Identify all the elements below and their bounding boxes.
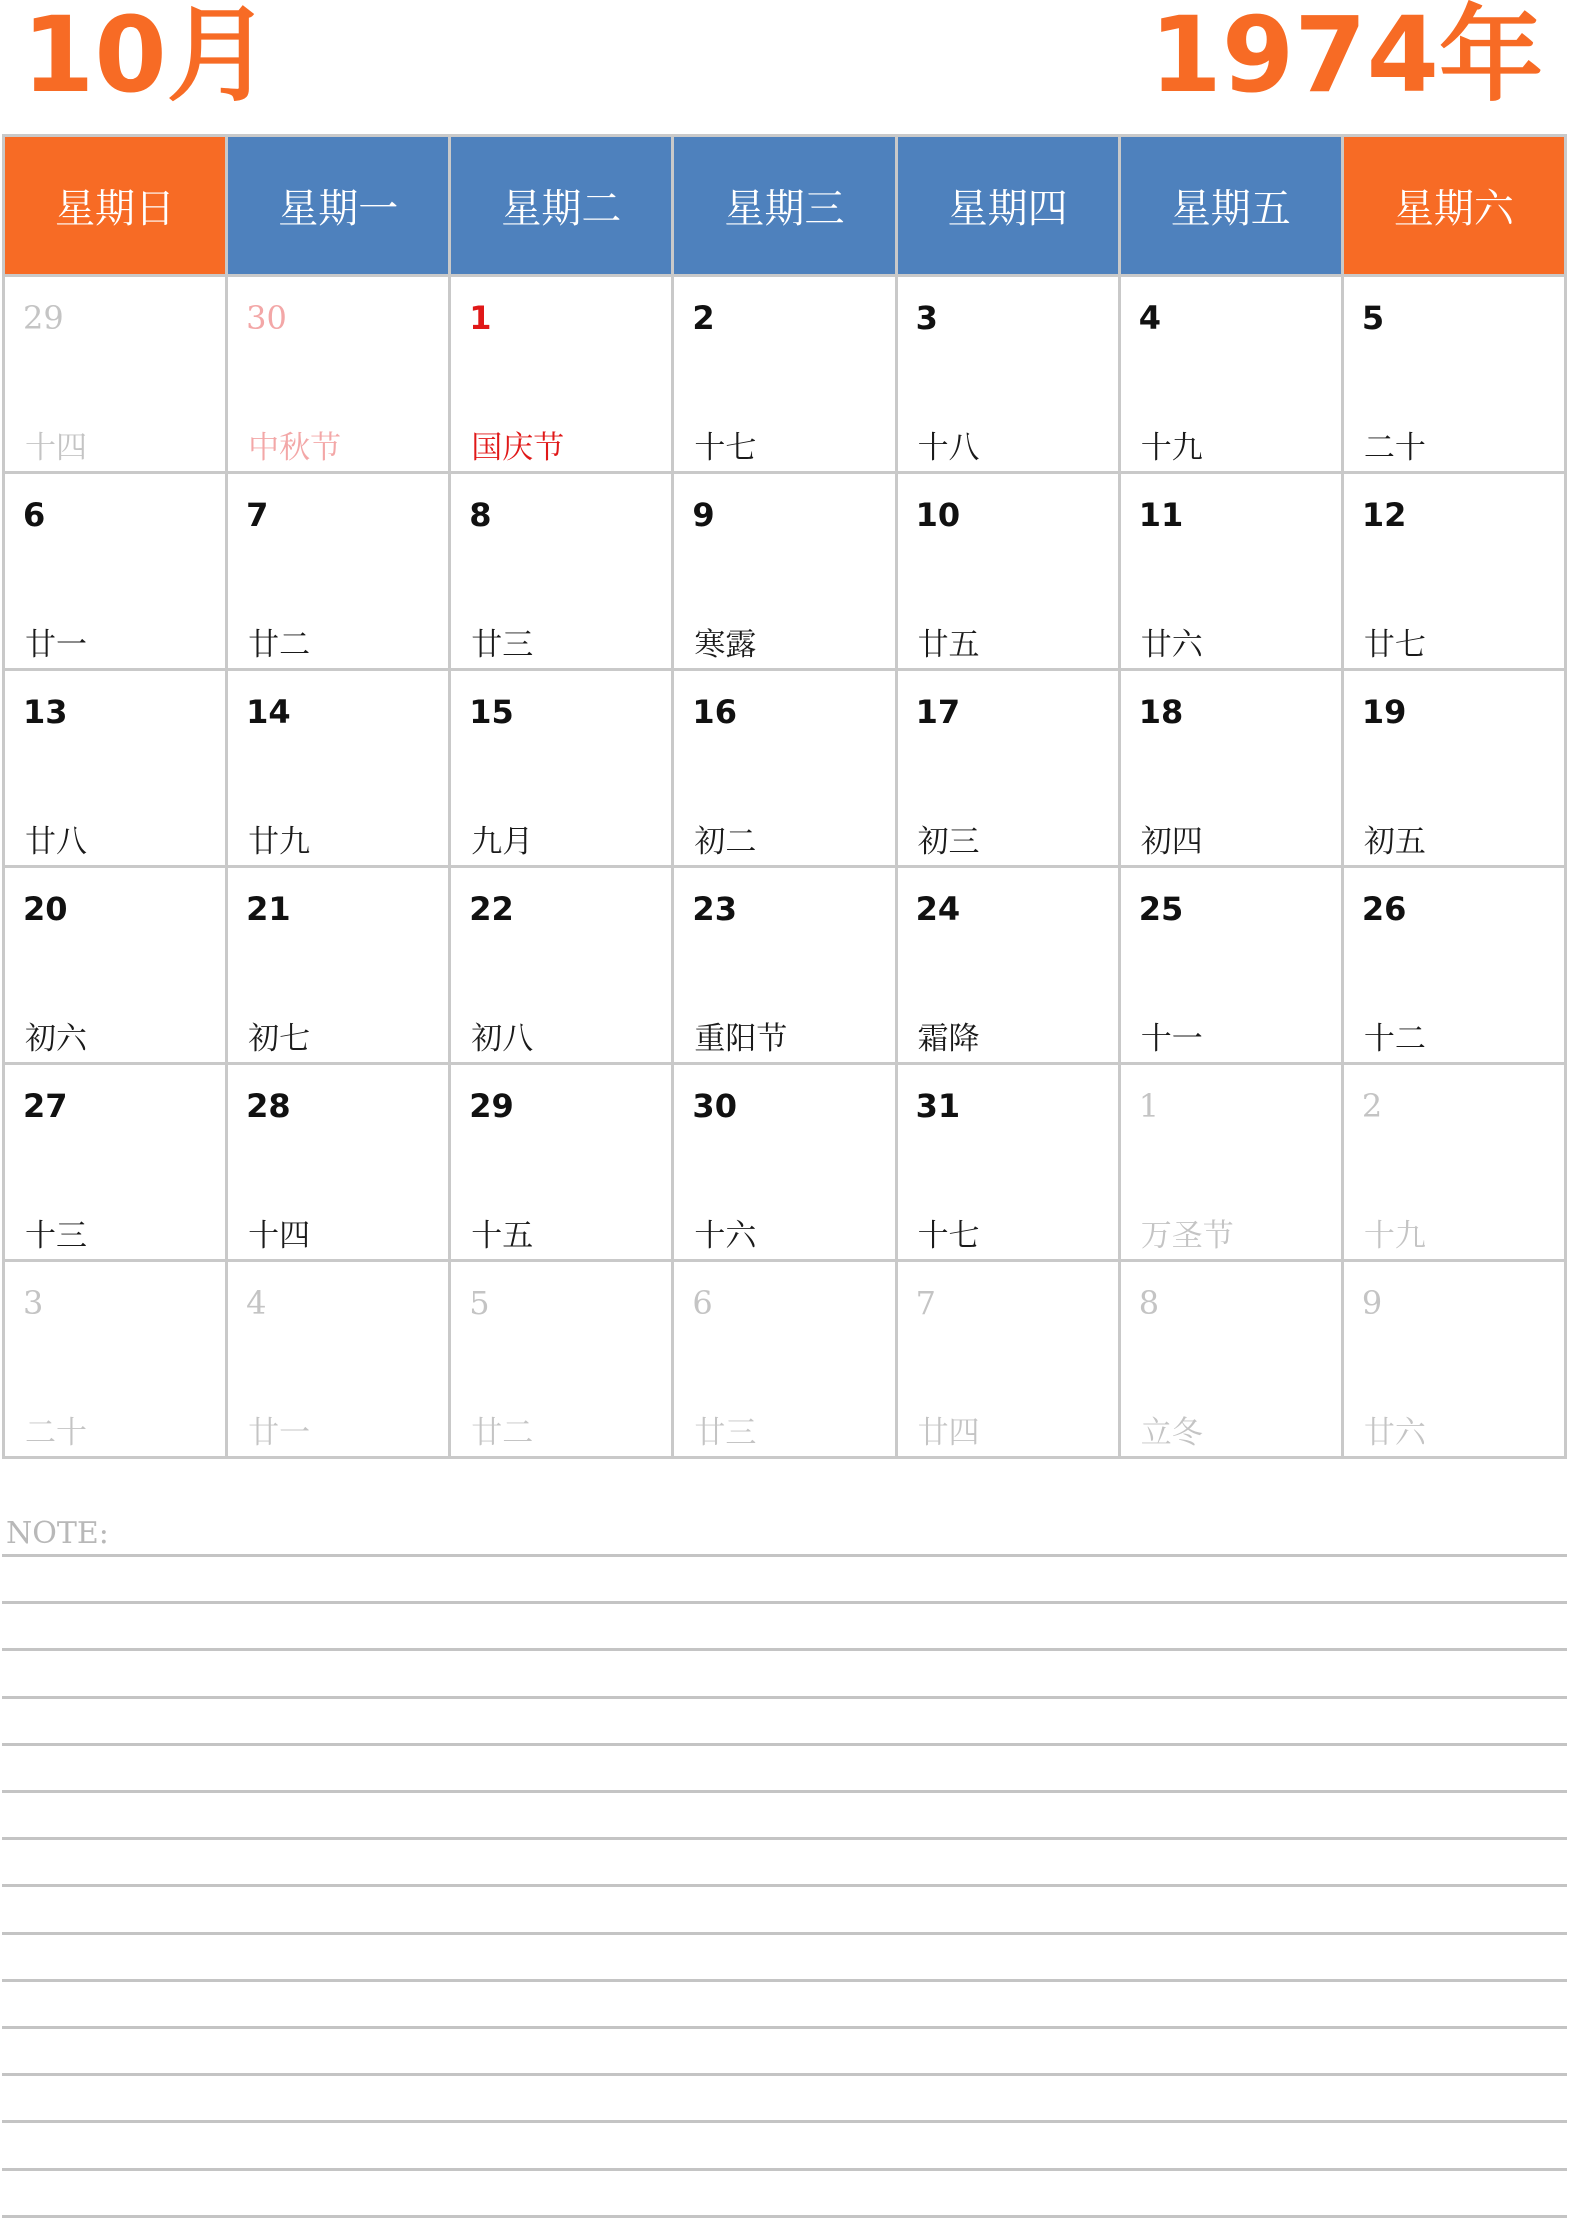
day-number: 20 bbox=[23, 890, 68, 928]
calendar-day-cell[interactable] bbox=[673, 276, 896, 473]
day-number: 8 bbox=[1138, 1284, 1160, 1322]
day-number: 24 bbox=[915, 890, 961, 928]
lunar-date-label: 廿三 bbox=[471, 627, 534, 663]
calendar-day-cell[interactable] bbox=[1119, 276, 1342, 473]
day-number: 28 bbox=[246, 1087, 291, 1125]
day-number: 30 bbox=[692, 1087, 737, 1125]
calendar-day-cell[interactable] bbox=[673, 473, 896, 670]
day-number: 9 bbox=[1361, 1284, 1383, 1322]
day-number: 4 bbox=[246, 1284, 267, 1322]
calendar-day-cell[interactable] bbox=[227, 670, 450, 867]
lunar-date-label: 十八 bbox=[917, 430, 980, 466]
lunar-date-label: 重阳节 bbox=[694, 1021, 788, 1057]
calendar-day-cell[interactable] bbox=[1342, 473, 1565, 670]
calendar-day-cell[interactable] bbox=[673, 1261, 896, 1458]
calendar-day-cell[interactable] bbox=[896, 276, 1119, 473]
lunar-date-label: 万圣节 bbox=[1140, 1218, 1234, 1254]
lunar-date-label: 廿四 bbox=[917, 1415, 980, 1451]
lunar-date-label: 中秋节 bbox=[248, 430, 342, 466]
day-number: 13 bbox=[23, 693, 68, 731]
note-line[interactable] bbox=[2, 2026, 1567, 2029]
calendar-week-row bbox=[4, 473, 1566, 670]
calendar-day-cell[interactable] bbox=[227, 276, 450, 473]
lunar-date-label: 廿五 bbox=[917, 627, 980, 663]
calendar-week-row bbox=[4, 867, 1566, 1064]
day-number: 17 bbox=[915, 693, 961, 731]
day-number: 22 bbox=[469, 890, 514, 928]
lunar-date-label: 初三 bbox=[917, 824, 980, 860]
day-number: 23 bbox=[692, 890, 737, 928]
calendar-day-cell[interactable] bbox=[1342, 1261, 1565, 1458]
calendar-day-cell[interactable] bbox=[227, 867, 450, 1064]
calendar-day-cell[interactable] bbox=[896, 1064, 1119, 1261]
lunar-date-label: 二十 bbox=[25, 1415, 87, 1451]
weekday-header-sunday: 星期日 bbox=[4, 136, 227, 276]
calendar-day-cell[interactable] bbox=[4, 670, 227, 867]
day-number: 7 bbox=[915, 1284, 936, 1322]
lunar-date-label: 廿二 bbox=[471, 1415, 534, 1451]
note-line[interactable] bbox=[2, 1554, 1567, 1557]
calendar-day-cell[interactable] bbox=[896, 867, 1119, 1064]
day-number: 25 bbox=[1138, 890, 1184, 928]
day-number: 18 bbox=[1138, 693, 1184, 731]
calendar-body bbox=[4, 276, 1566, 1458]
calendar-day-cell[interactable] bbox=[4, 276, 227, 473]
note-line[interactable] bbox=[2, 1837, 1567, 1840]
calendar-day-cell[interactable] bbox=[673, 867, 896, 1064]
calendar-week-row bbox=[4, 1261, 1566, 1458]
day-number: 2 bbox=[1361, 1087, 1383, 1125]
calendar-day-cell[interactable] bbox=[227, 473, 450, 670]
note-line[interactable] bbox=[2, 2073, 1567, 2076]
day-number: 3 bbox=[23, 1284, 44, 1322]
day-number: 5 bbox=[469, 1284, 490, 1322]
note-line[interactable] bbox=[2, 2168, 1567, 2171]
lunar-date-label: 十二 bbox=[1363, 1021, 1426, 1057]
note-line[interactable] bbox=[2, 1884, 1567, 1887]
lunar-date-label: 十五 bbox=[471, 1218, 534, 1254]
day-number: 7 bbox=[246, 496, 269, 534]
day-number: 11 bbox=[1138, 496, 1184, 534]
calendar-day-cell[interactable] bbox=[4, 1261, 227, 1458]
day-number: 29 bbox=[469, 1087, 514, 1125]
day-number: 26 bbox=[1361, 890, 1407, 928]
calendar-day-cell[interactable] bbox=[1119, 867, 1342, 1064]
note-line[interactable] bbox=[2, 1743, 1567, 1746]
calendar-day-cell[interactable] bbox=[450, 276, 673, 473]
day-number: 19 bbox=[1361, 693, 1407, 731]
lunar-date-label: 二十 bbox=[1363, 430, 1426, 466]
note-label: NOTE: bbox=[6, 1516, 109, 1551]
day-number: 1 bbox=[469, 299, 492, 337]
weekday-header-tuesday: 星期二 bbox=[450, 136, 673, 276]
calendar-day-cell[interactable] bbox=[1342, 670, 1565, 867]
lunar-date-label: 廿一 bbox=[25, 627, 87, 663]
lunar-date-label: 廿九 bbox=[248, 824, 311, 860]
lunar-date-label: 初七 bbox=[248, 1021, 311, 1057]
day-number: 2 bbox=[692, 299, 715, 337]
day-number: 5 bbox=[1361, 299, 1385, 337]
lunar-date-label: 初五 bbox=[1363, 824, 1426, 860]
day-number: 14 bbox=[246, 693, 291, 731]
calendar-grid bbox=[2, 134, 1567, 1459]
day-number: 4 bbox=[1138, 299, 1161, 337]
day-number: 6 bbox=[23, 496, 46, 534]
calendar-day-cell[interactable] bbox=[1119, 1261, 1342, 1458]
calendar-day-cell[interactable] bbox=[673, 1064, 896, 1261]
month-title: 10月 bbox=[22, 0, 271, 116]
day-number: 29 bbox=[23, 299, 64, 337]
weekday-header-thursday: 星期四 bbox=[896, 136, 1119, 276]
weekday-header-friday: 星期五 bbox=[1119, 136, 1342, 276]
calendar-day-cell[interactable] bbox=[1342, 867, 1565, 1064]
lunar-date-label: 十九 bbox=[1363, 1218, 1426, 1254]
calendar-day-cell[interactable] bbox=[450, 670, 673, 867]
calendar-day-cell[interactable] bbox=[227, 1261, 450, 1458]
calendar-day-cell[interactable] bbox=[673, 670, 896, 867]
lunar-date-label: 立冬 bbox=[1140, 1415, 1203, 1451]
calendar-week-row bbox=[4, 1064, 1566, 1261]
day-number: 6 bbox=[692, 1284, 713, 1322]
lunar-date-label: 国庆节 bbox=[471, 430, 565, 466]
day-number: 31 bbox=[915, 1087, 961, 1125]
lunar-date-label: 廿八 bbox=[25, 824, 87, 860]
note-line[interactable] bbox=[2, 1932, 1567, 1935]
lunar-date-label: 十三 bbox=[25, 1218, 87, 1254]
note-line[interactable] bbox=[2, 1601, 1567, 1604]
lunar-date-label: 廿六 bbox=[1363, 1415, 1426, 1451]
weekday-header-wednesday: 星期三 bbox=[673, 136, 896, 276]
note-line[interactable] bbox=[2, 2120, 1567, 2123]
lunar-date-label: 廿三 bbox=[694, 1415, 757, 1451]
day-number: 15 bbox=[469, 693, 514, 731]
day-number: 10 bbox=[915, 496, 961, 534]
lunar-date-label: 廿七 bbox=[1363, 627, 1426, 663]
calendar-day-cell[interactable] bbox=[450, 1261, 673, 1458]
note-line[interactable] bbox=[2, 1790, 1567, 1793]
calendar-day-cell[interactable] bbox=[450, 867, 673, 1064]
note-line[interactable] bbox=[2, 1979, 1567, 1982]
lunar-date-label: 十七 bbox=[694, 430, 757, 466]
lunar-date-label: 十四 bbox=[248, 1218, 311, 1254]
calendar-day-cell[interactable] bbox=[1119, 1064, 1342, 1261]
lunar-date-label: 初四 bbox=[1140, 824, 1203, 860]
lunar-date-label: 十四 bbox=[25, 430, 87, 466]
lunar-date-label: 十九 bbox=[1140, 430, 1203, 466]
calendar-day-cell[interactable] bbox=[450, 473, 673, 670]
weekday-header-monday: 星期一 bbox=[227, 136, 450, 276]
lunar-date-label: 寒露 bbox=[694, 627, 757, 663]
calendar-day-cell[interactable] bbox=[227, 1064, 450, 1261]
lunar-date-label: 霜降 bbox=[917, 1021, 980, 1057]
calendar-day-cell[interactable] bbox=[1342, 1064, 1565, 1261]
calendar-day-cell[interactable] bbox=[896, 1261, 1119, 1458]
lunar-date-label: 十七 bbox=[917, 1218, 980, 1254]
day-number: 1 bbox=[1138, 1087, 1160, 1125]
calendar-week-row bbox=[4, 276, 1566, 473]
day-number: 9 bbox=[692, 496, 715, 534]
day-number: 30 bbox=[246, 299, 287, 337]
calendar-day-cell[interactable] bbox=[4, 473, 227, 670]
note-line[interactable] bbox=[2, 1648, 1567, 1651]
weekday-header-row bbox=[4, 136, 1566, 276]
calendar-day-cell[interactable] bbox=[450, 1064, 673, 1261]
day-number: 16 bbox=[692, 693, 737, 731]
lunar-date-label: 廿六 bbox=[1140, 627, 1203, 663]
lunar-date-label: 初二 bbox=[694, 824, 757, 860]
lunar-date-label: 廿二 bbox=[248, 627, 311, 663]
lunar-date-label: 廿一 bbox=[248, 1415, 311, 1451]
day-number: 8 bbox=[469, 496, 492, 534]
lunar-date-label: 十一 bbox=[1140, 1021, 1203, 1057]
day-number: 21 bbox=[246, 890, 291, 928]
lunar-date-label: 十六 bbox=[694, 1218, 757, 1254]
calendar-day-cell[interactable] bbox=[1119, 473, 1342, 670]
calendar-week-row bbox=[4, 670, 1566, 867]
calendar-day-cell[interactable] bbox=[896, 473, 1119, 670]
lunar-date-label: 九月 bbox=[471, 824, 534, 860]
lunar-date-label: 初八 bbox=[471, 1021, 534, 1057]
calendar-day-cell[interactable] bbox=[1342, 276, 1565, 473]
calendar-day-cell[interactable] bbox=[1119, 670, 1342, 867]
lunar-date-label: 初六 bbox=[25, 1021, 87, 1057]
calendar-day-cell[interactable] bbox=[4, 1064, 227, 1261]
year-title: 1974年 bbox=[1149, 0, 1543, 116]
day-number: 27 bbox=[23, 1087, 68, 1125]
day-number: 3 bbox=[915, 299, 938, 337]
calendar-day-cell[interactable] bbox=[896, 670, 1119, 867]
day-number: 12 bbox=[1361, 496, 1407, 534]
calendar-day-cell[interactable] bbox=[4, 867, 227, 1064]
weekday-header-saturday: 星期六 bbox=[1342, 136, 1565, 276]
note-line[interactable] bbox=[2, 1696, 1567, 1699]
